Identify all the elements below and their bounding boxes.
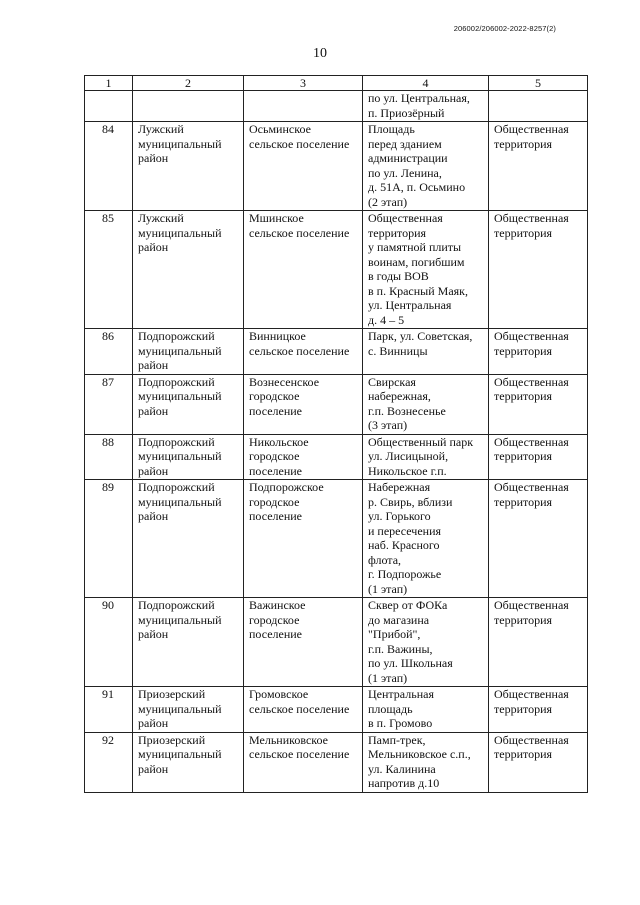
cell-settlement: Важинское городское поселение [244, 598, 363, 687]
cell-district: Подпорожский муниципальный район [133, 434, 244, 480]
document-id: 206002/206002-2022-8257(2) [453, 24, 556, 33]
table-row [85, 329, 588, 375]
cell-settlement: Вознесенское городское поселение [244, 374, 363, 434]
column-header: 2 [133, 76, 244, 91]
column-header: 4 [363, 76, 489, 91]
table-row [85, 374, 588, 434]
cell-settlement: Осьминское сельское поселение [244, 122, 363, 211]
cell-type: Общественная территория [489, 122, 588, 211]
cell-district [133, 91, 244, 122]
territories-table [84, 75, 588, 793]
cell-location: Свирская набережная, г.п. Вознесенье (3 этап) [363, 374, 489, 434]
cell-number: 84 [85, 122, 133, 211]
cell-number: 91 [85, 687, 133, 733]
cell-location: Площадь перед зданием администрации по ул. Ленина, д. 51А, п. Осьмино (2 этап) [363, 122, 489, 211]
table-row [85, 211, 588, 329]
cell-type: Общественная территория [489, 374, 588, 434]
cell-location: Памп-трек, Мельниковское с.п., ул. Калинина напротив д.10 [363, 732, 489, 792]
column-header: 3 [244, 76, 363, 91]
cell-type [489, 91, 588, 122]
cell-number: 85 [85, 211, 133, 329]
cell-type: Общественная территория [489, 732, 588, 792]
cell-type: Общественная территория [489, 329, 588, 375]
cell-number: 88 [85, 434, 133, 480]
table-row [85, 732, 588, 792]
cell-number: 92 [85, 732, 133, 792]
cell-location: Общественный парк ул. Лисицыной, Никольское г.п. [363, 434, 489, 480]
cell-district: Подпорожский муниципальный район [133, 374, 244, 434]
cell-type: Общественная территория [489, 687, 588, 733]
table-row [85, 687, 588, 733]
cell-type: Общественная территория [489, 211, 588, 329]
column-header: 1 [85, 76, 133, 91]
cell-settlement: Винницкое сельское поселение [244, 329, 363, 375]
table-row [85, 480, 588, 598]
cell-settlement: Подпорожское городское поселение [244, 480, 363, 598]
cell-district: Подпорожский муниципальный район [133, 598, 244, 687]
cell-location: Набережная р. Свирь, вблизи ул. Горького и пересечения наб. Красного флота, г. Подпорожье (1 этап) [363, 480, 489, 598]
cell-district: Лужский муниципальный район [133, 122, 244, 211]
cell-location: по ул. Центральная, п. Приозёрный [363, 91, 489, 122]
column-header: 5 [489, 76, 588, 91]
cell-district: Приозерский муниципальный район [133, 687, 244, 733]
page-number: 10 [313, 46, 327, 61]
cell-settlement: Мшинское сельское поселение [244, 211, 363, 329]
cell-number [85, 91, 133, 122]
cell-district: Подпорожский муниципальный район [133, 480, 244, 598]
cell-district: Приозерский муниципальный район [133, 732, 244, 792]
cell-location: Сквер от ФОКа до магазина "Прибой", г.п. Важины, по ул. Школьная (1 этап) [363, 598, 489, 687]
cell-location: Парк, ул. Советская, с. Винницы [363, 329, 489, 375]
table-body [85, 91, 588, 793]
table-header [85, 76, 588, 91]
continuation-row [85, 91, 588, 122]
cell-type: Общественная территория [489, 434, 588, 480]
cell-district: Лужский муниципальный район [133, 211, 244, 329]
cell-number: 86 [85, 329, 133, 375]
header-row [85, 76, 588, 91]
cell-district: Подпорожский муниципальный район [133, 329, 244, 375]
cell-type: Общественная территория [489, 480, 588, 598]
cell-type: Общественная территория [489, 598, 588, 687]
table-row [85, 598, 588, 687]
cell-settlement: Никольское городское поселение [244, 434, 363, 480]
cell-settlement: Мельниковское сельское поселение [244, 732, 363, 792]
cell-number: 90 [85, 598, 133, 687]
cell-number: 87 [85, 374, 133, 434]
cell-location: Общественная территория у памятной плиты воинам, погибшим в годы ВОВ в п. Красный Маяк, ул. Центральная д. 4 – 5 [363, 211, 489, 329]
cell-settlement: Громовское сельское поселение [244, 687, 363, 733]
table-row [85, 122, 588, 211]
cell-settlement [244, 91, 363, 122]
cell-location: Центральная площадь в п. Громово [363, 687, 489, 733]
table-row [85, 434, 588, 480]
cell-number: 89 [85, 480, 133, 598]
